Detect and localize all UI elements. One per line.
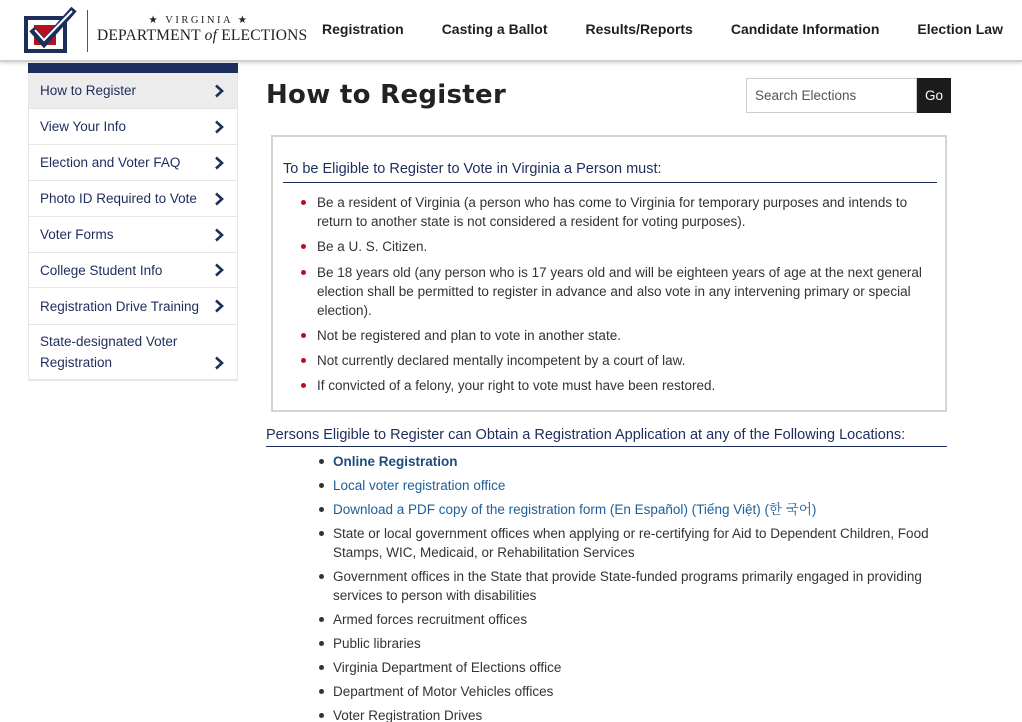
list-item: Be a resident of Virginia (a person who has come to Virginia for temporary purposes and intends to return to another state is not considered a resident for voting purposes). <box>299 193 929 231</box>
nav-results-reports[interactable]: Results/Reports <box>585 21 693 37</box>
sidebar-item-registration-drive-training[interactable] <box>29 288 237 325</box>
local-office-link[interactable]: Local voter registration office <box>333 478 506 493</box>
list-item <box>318 500 948 519</box>
list-item: Voter Registration Drives <box>318 706 948 722</box>
list-item: Armed forces recruitment offices <box>318 610 948 629</box>
nav-casting-a-ballot[interactable]: Casting a Ballot <box>441 21 548 37</box>
site-header <box>0 0 1022 62</box>
list-item <box>318 476 948 495</box>
sidebar-item-label: State-designated Voter Registration <box>40 334 178 370</box>
sidebar-top-bar <box>28 63 238 73</box>
sidebar-item-label: College Student Info <box>40 262 163 278</box>
nav-election-law[interactable]: Election Law <box>917 21 1003 37</box>
logo-state-text: ★ VIRGINIA ★ <box>148 15 250 26</box>
sidebar-item-label: View Your Info <box>40 119 127 134</box>
main-nav <box>322 0 1003 58</box>
chevron-right-icon <box>213 356 225 370</box>
sidebar-item-photo-id[interactable] <box>29 181 237 217</box>
nav-registration[interactable]: Registration <box>322 21 404 37</box>
list-item: Not currently declared mentally incompetent by a court of law. <box>299 351 929 370</box>
nav-candidate-information[interactable]: Candidate Information <box>730 21 880 37</box>
sidebar-item-label: How to Register <box>40 83 137 98</box>
chevron-right-icon <box>213 84 225 98</box>
search-form <box>746 78 951 113</box>
sidebar-list <box>28 73 238 381</box>
eligibility-list <box>299 193 929 395</box>
list-item: If convicted of a felony, your right to vote must have been restored. <box>299 376 929 395</box>
paren-text: ) ( <box>683 502 697 517</box>
chevron-right-icon <box>213 156 225 170</box>
vietnamese-link[interactable]: Tiếng Việt <box>696 502 757 517</box>
paren-text: ) <box>811 502 817 517</box>
list-item: Government offices in the State that provide State-funded programs primarily engaged in providing services to person with disabilities <box>318 567 948 605</box>
eligibility-box <box>271 135 947 412</box>
sidebar-item-voter-forms[interactable] <box>29 217 237 253</box>
list-item: Virginia Department of Elections office <box>318 658 948 677</box>
list-item: Be a U. S. Citizen. <box>299 237 929 256</box>
chevron-right-icon <box>213 192 225 206</box>
sidebar-item-state-designated-registration[interactable] <box>29 325 237 380</box>
site-logo[interactable] <box>24 7 308 55</box>
search-input[interactable] <box>746 78 917 113</box>
list-item: Department of Motor Vehicles offices <box>318 682 948 701</box>
logo-agency-text: DEPARTMENT of ELECTIONS <box>97 27 308 44</box>
sidebar-item-label: Photo ID Required to Vote <box>40 191 197 206</box>
list-item: Not be registered and plan to vote in another state. <box>299 326 929 345</box>
paren-text: ) ( <box>756 502 769 517</box>
ballot-check-logo-icon <box>24 7 78 55</box>
chevron-right-icon <box>213 263 225 277</box>
sidebar-item-view-your-info[interactable] <box>29 109 237 145</box>
paren-text: ( <box>606 502 615 517</box>
espanol-link[interactable]: En Español <box>614 502 684 517</box>
list-item: State or local government offices when applying or re-certifying for Aid to Dependent Children, Food Stamps, WIC, Medicaid, or Rehabilitation Services <box>318 524 948 562</box>
list-item <box>318 452 948 471</box>
sidebar-item-label: Voter Forms <box>40 227 114 242</box>
sidebar-item-college-student-info[interactable] <box>29 253 237 288</box>
list-item: Be 18 years old (any person who is 17 years old and will be eighteen years of age at the next general election shall be permitted to register in advance and also vote in any intervening primary or special election). <box>299 263 929 320</box>
korean-link[interactable]: 한 국어 <box>768 502 812 517</box>
chevron-right-icon <box>213 228 225 242</box>
eligibility-heading: To be Eligible to Register to Vote in Virginia a Person must: <box>283 161 937 183</box>
download-pdf-link[interactable]: Download a PDF copy of the registration form <box>333 502 607 517</box>
logo-divider <box>87 10 88 52</box>
sidebar-item-how-to-register[interactable] <box>29 73 237 109</box>
locations-heading: Persons Eligible to Register can Obtain a Registration Application at any of the Following Locations: <box>266 427 947 447</box>
list-item: Public libraries <box>318 634 948 653</box>
sidebar-nav <box>28 63 238 381</box>
chevron-right-icon <box>213 299 225 313</box>
sidebar-item-label: Election and Voter FAQ <box>40 155 181 170</box>
locations-list <box>318 452 948 722</box>
chevron-right-icon <box>213 120 225 134</box>
online-registration-link[interactable]: Online Registration <box>333 454 458 469</box>
page-title: How to Register <box>266 80 507 110</box>
sidebar-item-election-voter-faq[interactable] <box>29 145 237 181</box>
sidebar-item-label: Registration Drive Training <box>40 298 200 314</box>
search-go-button[interactable]: Go <box>917 78 951 113</box>
